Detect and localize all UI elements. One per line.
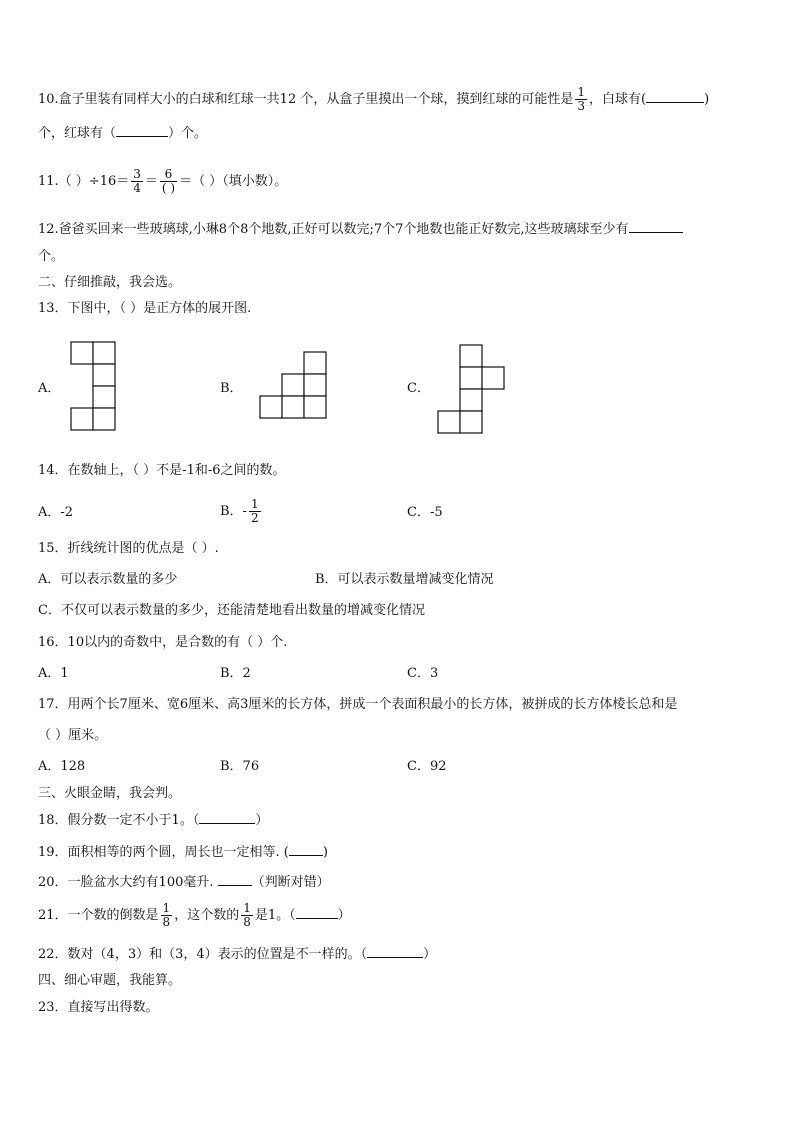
question-18: 18．假分数一定不小于1。（ ）: [38, 813, 269, 828]
cube-net-a-figure: [70, 341, 116, 435]
question-13: 13．下图中，（ ）是正方体的展开图.: [38, 301, 252, 316]
answer-blank[interactable]: [646, 90, 704, 103]
net-square: [93, 408, 115, 430]
net-square: [460, 345, 482, 367]
fraction[interactable]: $\frac{6}{( )}$: [161, 167, 176, 195]
net-square: [93, 386, 115, 408]
answer-blank[interactable]: [296, 906, 338, 919]
question-10-line2: 个，红球有（ ）个。: [38, 126, 208, 141]
option-b[interactable]: B．76: [220, 759, 260, 774]
option-a[interactable]: A．128: [38, 759, 86, 774]
question-17-line2: （ ）厘米。: [38, 728, 108, 743]
net-square: [304, 396, 326, 418]
question-21: 21．一个数的倒数是 $\frac{1}{8}$ ，这个数的 $\frac{1}{8}$ 是1。（ ）: [38, 901, 351, 929]
option-c[interactable]: C．92: [407, 759, 447, 774]
question-10-line1: 10.盒子里装有同样大小的白球和红球一共12 个，从盒子里摸出一个球，摸到红球的可能性是 $\frac{1}{3}$ ，白球有( ): [38, 85, 710, 113]
option-c[interactable]: C．-5: [407, 505, 443, 520]
option-a[interactable]: A．-2: [38, 505, 74, 520]
net-square: [260, 396, 282, 418]
option-b[interactable]: B．: [220, 381, 243, 396]
answer-blank[interactable]: [629, 220, 683, 233]
fraction: $\frac{1}{8}$: [162, 901, 171, 929]
net-square: [282, 396, 304, 418]
question-23: 23．直接写出得数。: [38, 1000, 159, 1015]
answer-blank[interactable]: [218, 873, 252, 886]
question-17-line1: 17．用两个长7厘米、宽6厘米、高3厘米的长方体，拼成一个表面积最小的长方体，被拼成的长方体棱长总和是: [38, 697, 678, 712]
option-c[interactable]: C．不仅可以表示数量的多少，还能清楚地看出数量的增减变化情况: [38, 603, 425, 618]
answer-blank[interactable]: [289, 843, 323, 856]
net-square: [460, 367, 482, 389]
option-a[interactable]: A．: [38, 381, 61, 396]
fraction: $\frac{1}{2}$: [250, 497, 259, 525]
option-b[interactable]: B．- $\frac{1}{2}$: [220, 497, 259, 525]
net-square: [304, 352, 326, 374]
net-square: [482, 367, 504, 389]
net-square: [304, 374, 326, 396]
fraction: $\frac{1}{8}$: [243, 901, 251, 929]
question-16: 16．10以内的奇数中，是合数的有（ ）个.: [38, 635, 288, 650]
question-14: 14．在数轴上，（ ）不是-1和-6之间的数。: [38, 463, 286, 478]
answer-blank[interactable]: [116, 124, 168, 137]
section-heading: 二、仔细推敲，我会选。: [38, 275, 182, 290]
answer-blank[interactable]: [199, 811, 255, 824]
fraction: $\frac{3}{4}$: [133, 167, 141, 195]
question-11: 11.（ ）÷16＝ $\frac{3}{4}$ ＝ $\frac{6}{( )}$ ＝（ ）（填小数）。: [38, 167, 288, 195]
question-19: 19．面积相等的两个圆，周长也一定相等. ( ): [38, 845, 328, 860]
option-c[interactable]: C．3: [407, 666, 439, 681]
cube-net-c-figure: [437, 344, 507, 436]
net-square: [438, 411, 460, 433]
section-heading: 三、火眼金睛，我会判。: [38, 786, 182, 801]
section-heading: 四、细心审题，我能算。: [38, 973, 182, 988]
option-b[interactable]: B．2: [220, 666, 251, 681]
option-a[interactable]: A．可以表示数量的多少: [38, 572, 178, 587]
answer-blank[interactable]: [367, 945, 423, 958]
question-12-line1: 12.爸爸买回来一些玻璃球,小琳8个8个地数,正好可以数完;7个7个地数也能正好数完,这些玻璃球至少有: [38, 220, 758, 239]
net-square: [460, 411, 482, 433]
net-square: [93, 364, 115, 386]
question-15: 15．折线统计图的优点是（ ）.: [38, 541, 219, 556]
net-square: [460, 389, 482, 411]
fraction: $\frac{1}{3}$: [577, 85, 585, 113]
question-22: 22．数对（4，3）和（3，4）表示的位置是不一样的。（ ）: [38, 947, 437, 962]
net-square: [71, 408, 93, 430]
cube-net-b-figure: [259, 351, 329, 421]
question-20: 20．一脸盆水大约有100毫升. （判断对错）: [38, 875, 330, 890]
question-12-line2: 个。: [38, 249, 65, 264]
option-c[interactable]: C．: [407, 381, 430, 396]
net-square: [282, 374, 304, 396]
option-b[interactable]: B．可以表示数量增减变化情况: [315, 572, 494, 587]
net-square: [93, 342, 115, 364]
option-a[interactable]: A．1: [38, 666, 69, 681]
net-square: [71, 342, 93, 364]
